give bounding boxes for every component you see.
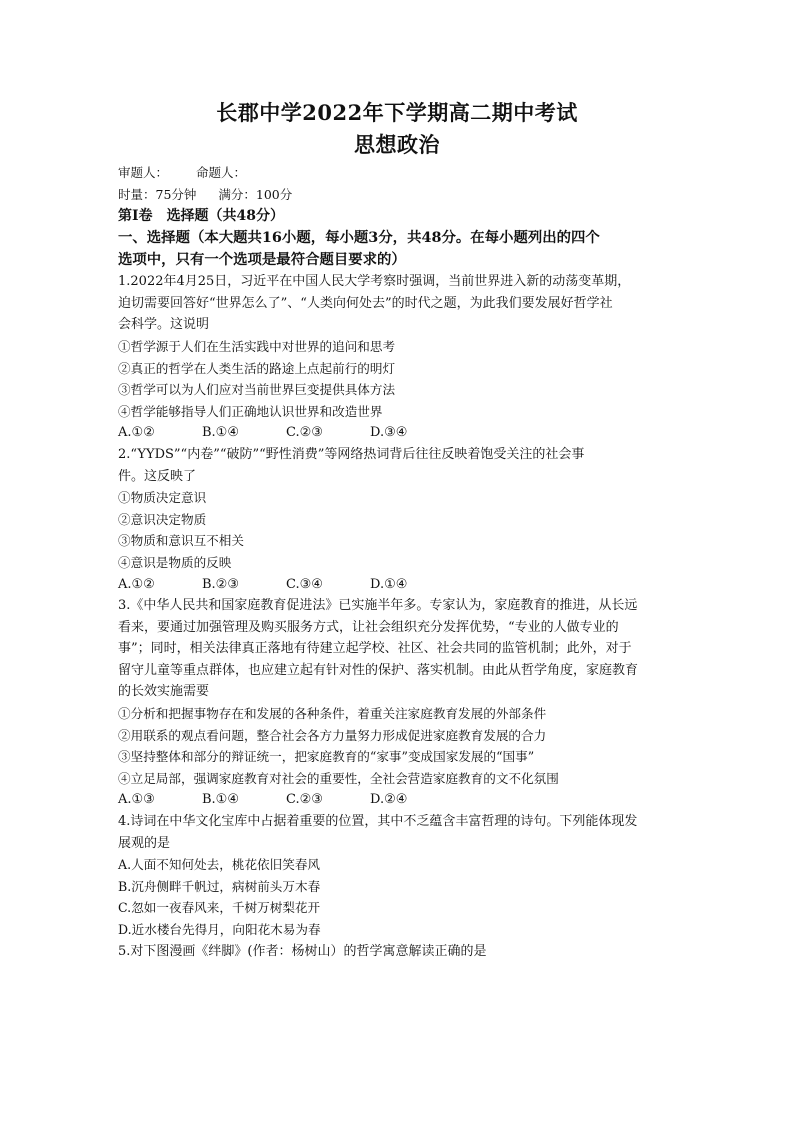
choice-option: B.沉舟侧畔千帆过，病树前头万木春 (118, 878, 321, 894)
question-2 (118, 444, 678, 595)
statement-item: ①物质决定意识 (118, 490, 207, 506)
option-a: A.①② (118, 425, 155, 441)
statement-item: ③哲学可以为人们应对当前世界巨变提供具体方法 (118, 382, 396, 398)
answer-options (118, 574, 678, 596)
question-4 (118, 811, 678, 941)
staff-line (118, 162, 678, 184)
option-a: A.①② (118, 576, 155, 592)
statement-item: ①分析和把握事物存在和发展的各种条件，着重关注家庭教育发展的外部条件 (118, 706, 547, 722)
option-a: A.①③ (118, 792, 155, 808)
answer-options (118, 789, 678, 811)
question-stem-line: 迫切需要回答好“世界怎么了”、“人类向何处去”的时代之题，为此我们要发展好哲学社 (118, 295, 613, 311)
option-d: D.①④ (370, 576, 408, 592)
statement-item: ①哲学源于人们在生活实践中对世界的追问和思考 (118, 338, 396, 354)
statement-item: ②用联系的观点看问题，整合社会各方力量努力形成促进家庭教育发展的合力 (118, 727, 547, 743)
question-1 (118, 271, 678, 444)
statement-item: ③坚持整体和部分的辩证统一，把家庭教育的“家事”变成国家发展的“国事” (118, 749, 535, 765)
option-b: B.①④ (202, 792, 239, 808)
exam-title: 长郡中学2022年下学期高二期中考试 (216, 100, 578, 125)
option-c: C.②③ (286, 425, 323, 441)
choice-option: C.忽如一夜春风来，千树万树梨花开 (118, 900, 321, 916)
question-3 (118, 595, 678, 811)
question-stem-line: 看来，要通过加强管理及购买服务方式，让社会组织充分发挥优势，“专业的人做专业的 (118, 619, 619, 635)
question-stem-line: 事”；同时，相关法律真正落地有待建立起学校、社区、社会共同的监管机制；此外，对于 (118, 641, 632, 657)
question-stem-line: 5.对下图漫画《绊脚》(作者：杨树山）的哲学寓意解读正确的是 (118, 943, 487, 959)
setter-label: 命题人： (196, 165, 247, 180)
option-c: C.③④ (286, 576, 323, 592)
exam-subject: 思想政治 (354, 132, 440, 157)
instructions-line-1: 一、选择题（本大题共16小题，每小题3分，共48分。在每小题列出的四个 (118, 229, 600, 247)
full-score: 满分：100分 (218, 186, 293, 202)
question-stem-line: 1.2022年4月25日，习近平在中国人民大学考察时强调，当前世界进入新的动荡变革期， (118, 274, 631, 290)
statement-item: ②意识决定物质 (118, 511, 207, 527)
question-stem-line: 3.《中华人民共和国家庭教育促进法》已实施半年多。专家认为，家庭教育的推进，从长远 (118, 598, 638, 614)
choice-option: A.人面不知何处去，桃花依旧笑春风 (118, 857, 321, 873)
question-stem-line: 4.诗词在中华文化宝库中占据着重要的位置，其中不乏蕴含丰富哲理的诗句。下列能体现发 (118, 814, 638, 830)
option-c: C.②③ (286, 792, 323, 808)
choice-option: D.近水楼台先得月，向阳花木易为春 (118, 922, 321, 937)
question-stem-line: 展观的是 (118, 835, 171, 851)
statement-item: ④哲学能够指导人们正确地认识世界和改造世界 (118, 403, 383, 419)
section-part: 第Ⅰ卷 (118, 208, 153, 225)
answer-options (118, 422, 678, 444)
section-heading (118, 205, 678, 227)
question-stem-line: 会科学。这说明 (118, 317, 210, 333)
reviewer-label: 审题人： (118, 165, 169, 180)
statement-item: ③物质和意识互不相关 (118, 533, 244, 549)
section-name: 选择题（共48分） (166, 208, 285, 225)
option-b: B.①④ (202, 425, 239, 441)
question-stem-line: 2.“YYDS”“内卷”“破防”“野性消费”等网络热词背后往往反映着饱受关注的社会事 (118, 446, 585, 462)
option-b: B.②③ (202, 576, 239, 592)
statement-item: ②真正的哲学在人类生活的路途上点起前行的明灯 (118, 360, 396, 376)
question-stem-line: 留守儿童等重点群体，也应建立起有针对性的保护、落实机制。由此从哲学角度，家庭教育 (118, 662, 639, 678)
exam-body (118, 162, 678, 962)
question-5 (118, 941, 678, 963)
question-stem-line: 件。这反映了 (118, 468, 197, 484)
option-d: D.③④ (370, 425, 408, 441)
time-limit: 时量：75分钟 (118, 186, 197, 202)
instructions-line-2: 选项中，只有一个选项是最符合题目要求的） (118, 251, 406, 269)
option-d: D.②④ (370, 792, 408, 808)
statement-item: ④立足局部，强调家庭教育对社会的重要性，全社会营造家庭教育的文不化氛围 (118, 770, 559, 786)
statement-item: ④意识是物质的反映 (118, 554, 232, 570)
question-stem-line: 的长效实施需要 (118, 684, 210, 700)
time-score-line (118, 184, 678, 206)
